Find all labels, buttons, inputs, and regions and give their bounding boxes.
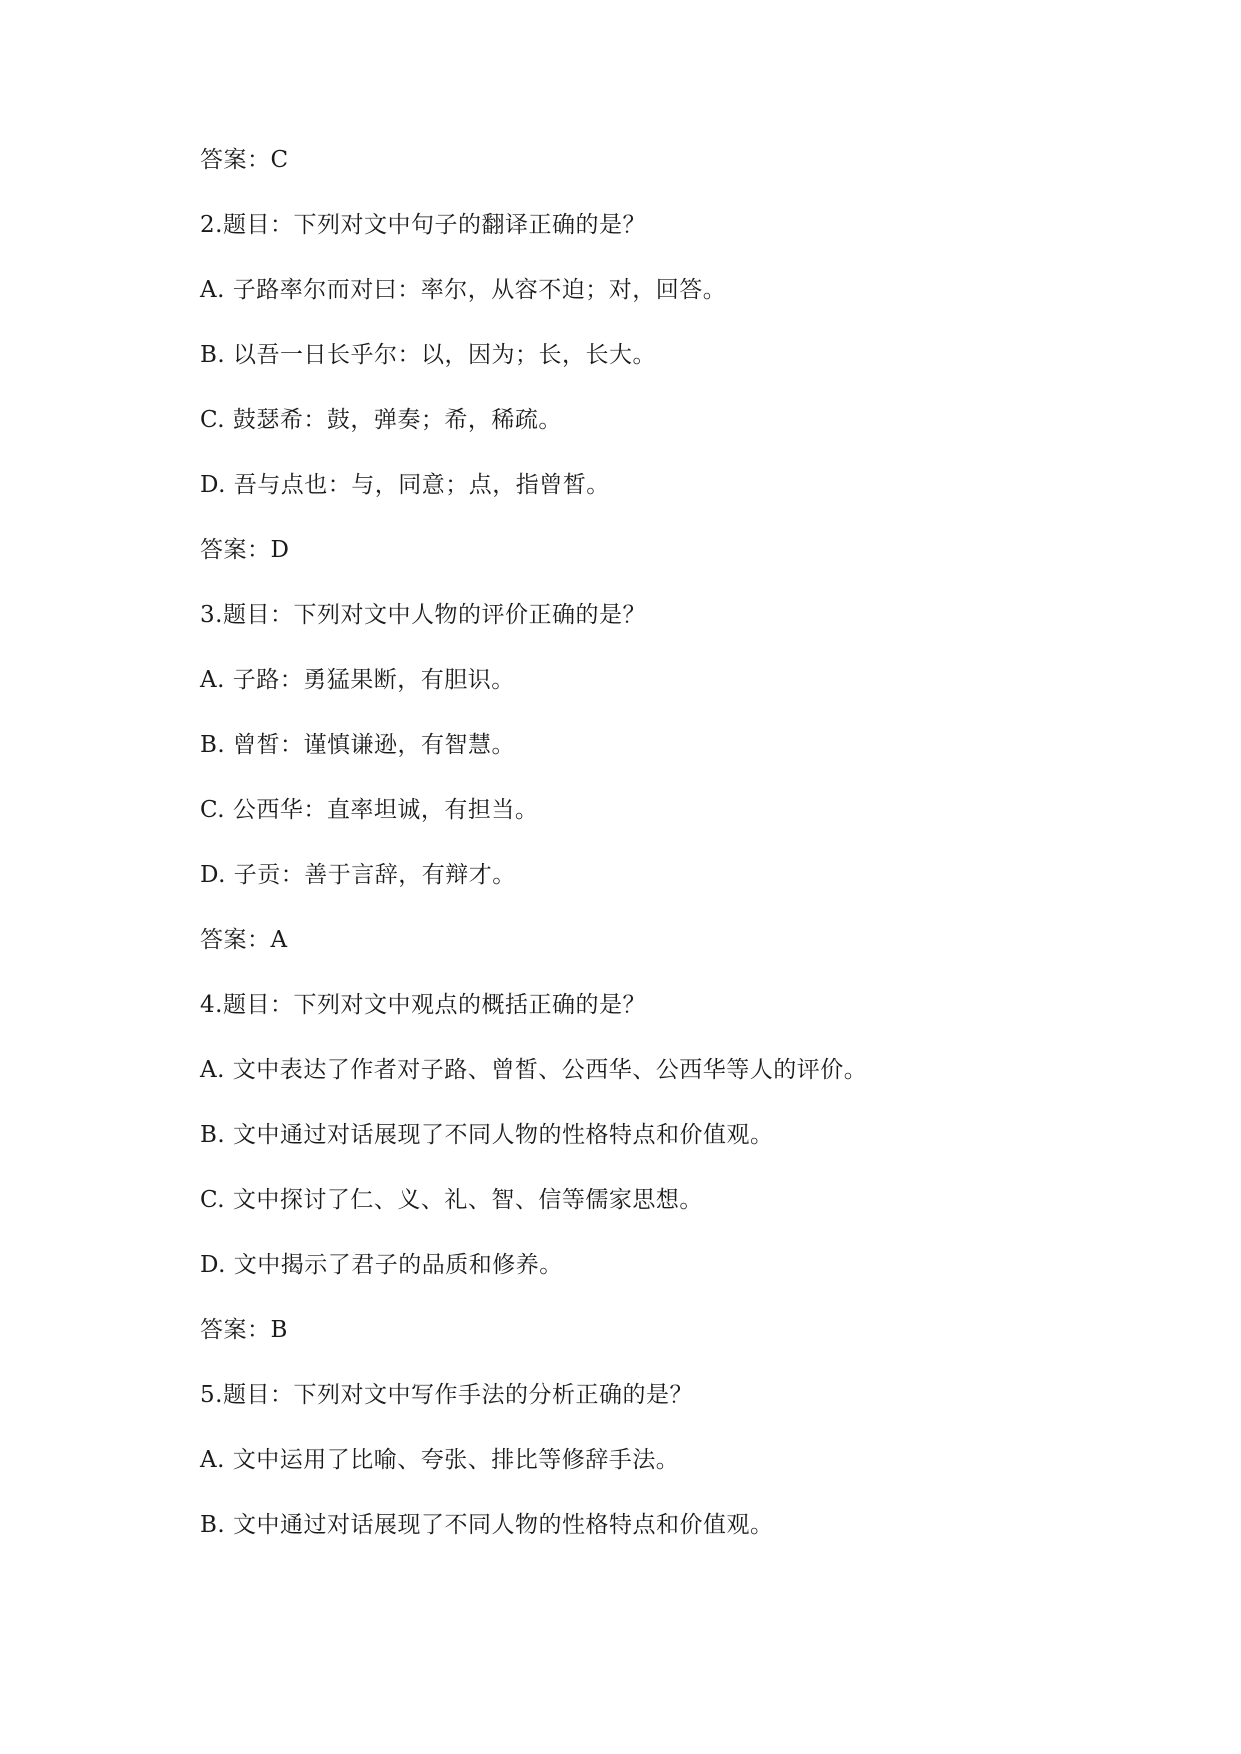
question-3-option-c: C. 公西华：直率坦诚，有担当。: [200, 797, 539, 823]
question-2-answer: 答案：D: [200, 537, 290, 563]
question-2-title: 2.题目：下列对文中句子的翻译正确的是？: [200, 212, 646, 238]
question-4-option-b: B. 文中通过对话展现了不同人物的性格特点和价值观。: [200, 1122, 774, 1148]
question-3-title: 3.题目：下列对文中人物的评价正确的是？: [200, 602, 646, 628]
question-4-option-c: C. 文中探讨了仁、义、礼、智、信等儒家思想。: [200, 1187, 703, 1213]
question-4-option-d: D. 文中揭示了君子的品质和修养。: [200, 1252, 563, 1278]
question-2-option-d: D. 吾与点也：与，同意；点，指曾皙。: [200, 472, 610, 498]
question-2-option-b: B. 以吾一日长乎尔：以，因为；长，长大。: [200, 342, 657, 368]
question-2-option-c: C. 鼓瑟希：鼓，弹奏；希，稀疏。: [200, 407, 562, 433]
document-body: [200, 145, 1100, 1575]
question-3-option-d: D. 子贡：善于言辞，有辩才。: [200, 862, 516, 888]
question-3-option-b: B. 曾皙：谨慎谦逊，有智慧。: [200, 732, 516, 758]
question-4-title: 4.题目：下列对文中观点的概括正确的是？: [200, 992, 646, 1018]
question-5-option-b: B. 文中通过对话展现了不同人物的性格特点和价值观。: [200, 1512, 774, 1538]
answer-line: 答案：C: [200, 147, 289, 173]
question-3-option-a: A. 子路：勇猛果断，有胆识。: [200, 667, 515, 693]
question-3-answer: 答案：A: [200, 927, 288, 953]
question-2-option-a: A. 子路率尔而对曰：率尔，从容不迫；对，回答。: [200, 277, 727, 303]
question-4-answer: 答案：B: [200, 1317, 288, 1343]
question-5-title: 5.题目：下列对文中写作手法的分析正确的是？: [200, 1382, 693, 1408]
question-5-option-a: A. 文中运用了比喻、夸张、排比等修辞手法。: [200, 1447, 680, 1473]
question-4-option-a: A. 文中表达了作者对子路、曾皙、公西华、公西华等人的评价。: [200, 1057, 868, 1083]
